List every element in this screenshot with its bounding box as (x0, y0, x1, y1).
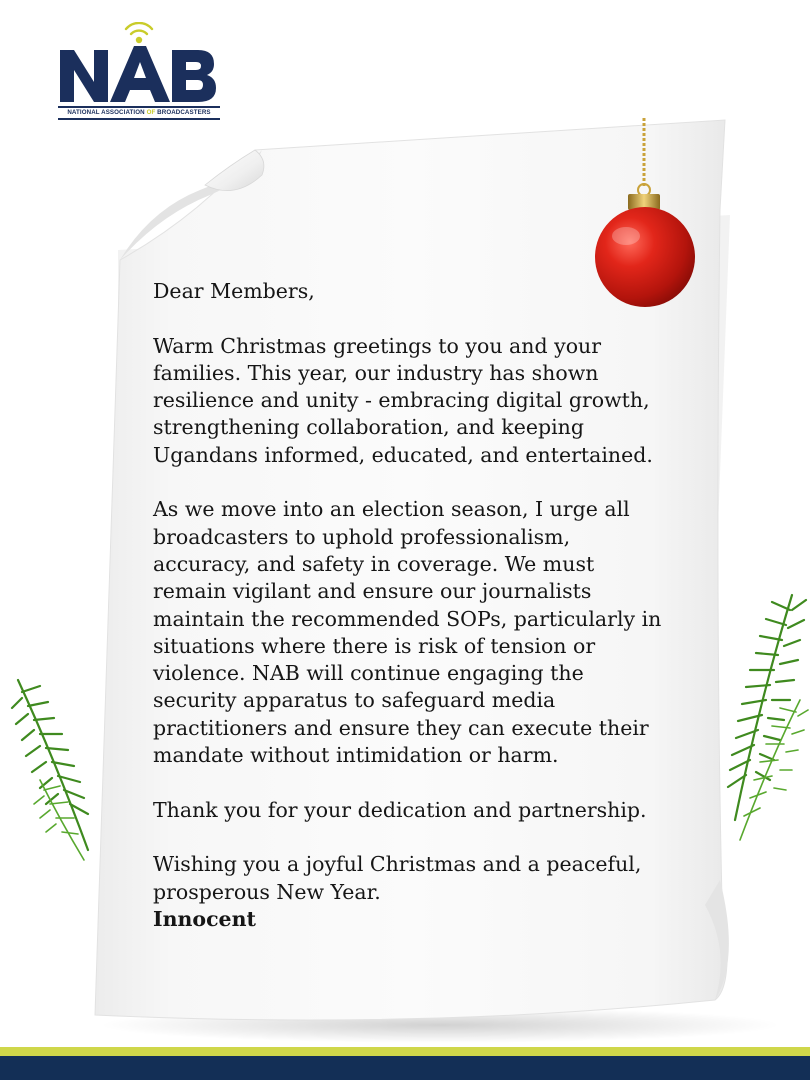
pine-branch-right (728, 595, 808, 840)
nab-logo (58, 22, 220, 122)
footer-stripe-yellow (0, 1047, 810, 1056)
broadcast-signal-icon (126, 23, 152, 43)
letter-body (153, 278, 673, 933)
letter-closing: Wishing you a joyful Christmas and a peaceful, prosperous New Year. (153, 852, 642, 904)
letter-signature: Innocent (153, 906, 256, 931)
pine-branch-left (12, 680, 88, 860)
letter-paragraph: As we move into an election season, I urge all broadcasters to uphold professionalism, accuracy, and safety in coverage. We must remain vigilant and ensure our journalists maintain the recommended SOPs, particularly in situations where there is risk of tension or violence. NAB will continue engaging the security apparatus to safeguard media practitioners and ensure they can execute their mandate without intimidation or harm. (153, 497, 662, 768)
letter-paragraph: Thank you for your dedication and partnership. (153, 797, 647, 822)
footer-stripe-navy (0, 1056, 810, 1080)
logo-tagline: NATIONAL ASSOCIATION OF BROADCASTERS (58, 106, 220, 120)
letter-greeting: Dear Members, (153, 279, 315, 303)
letter-paragraph: Warm Christmas greetings to you and your families. This year, our industry has shown resilience and unity - embracing digital growth, strengthening collaboration, and keeping Ugandans informed, educated, and entertained. (153, 333, 653, 467)
nab-logo-mark (58, 22, 220, 106)
